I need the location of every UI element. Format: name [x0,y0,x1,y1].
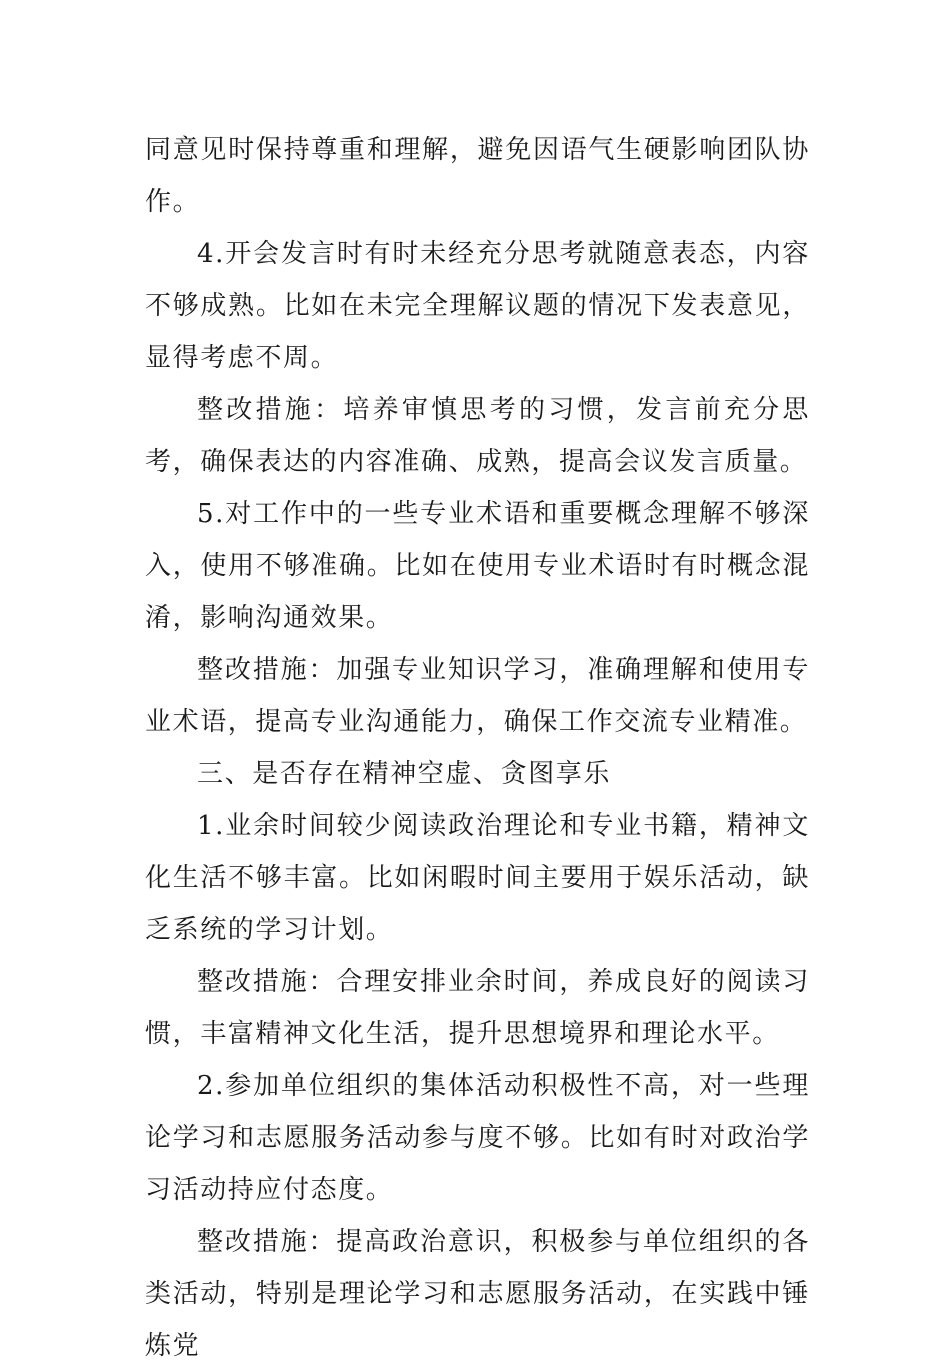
section-heading-3: 三、是否存在精神空虚、贪图享乐 [197,759,612,789]
paragraph-item-4: 4.开会发言时有时未经充分思考就随意表态，内容不够成熟。比如在未完全理解议题的情况下发表意见，显得考虑不周。 [145,239,810,373]
document-page [145,124,810,1372]
paragraph-section3-measure-2: 整改措施：提高政治意识，积极参与单位组织的各类活动，特别是理论学习和志愿服务活动，在实践中锤炼党 [145,1227,810,1361]
paragraph-section3-measure-1: 整改措施：合理安排业余时间，养成良好的阅读习惯，丰富精神文化生活，提升思想境界和理论水平。 [145,967,810,1049]
paragraph-item-5: 5.对工作中的一些专业术语和重要概念理解不够深入，使用不够准确。比如在使用专业术语时有时概念混淆，影响沟通效果。 [145,499,810,633]
paragraph-section3-item-1: 1.业余时间较少阅读政治理论和专业书籍，精神文化生活不够丰富。比如闲暇时间主要用于娱乐活动，缺乏系统的学习计划。 [145,811,810,945]
paragraph-measure-4: 整改措施：培养审慎思考的习惯，发言前充分思考，确保表达的内容准确、成熟，提高会议发言质量。 [145,395,810,477]
paragraph-continuation: 同意见时保持尊重和理解，避免因语气生硬影响团队协作。 [145,135,810,217]
paragraph-section3-item-2: 2.参加单位组织的集体活动积极性不高，对一些理论学习和志愿服务活动参与度不够。比如有时对政治学习活动持应付态度。 [145,1071,810,1205]
paragraph-measure-5: 整改措施：加强专业知识学习，准确理解和使用专业术语，提高专业沟通能力，确保工作交流专业精准。 [145,655,810,737]
